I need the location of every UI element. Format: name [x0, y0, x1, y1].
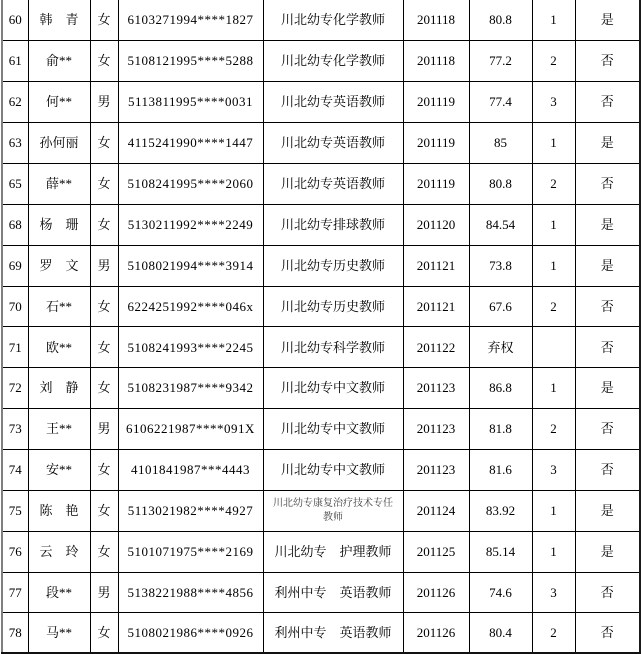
cell-id-number: 5108021994****3914	[118, 245, 263, 286]
cell-rank: 1	[532, 245, 575, 286]
cell-name: 杨 珊	[28, 204, 90, 245]
cell-rank: 2	[532, 163, 575, 204]
cell-gender: 女	[90, 327, 118, 368]
cell-id-number: 6103271994****1827	[118, 0, 263, 41]
cell-gender: 女	[90, 204, 118, 245]
cell-score: 85	[469, 123, 532, 164]
cell-position: 川北幼专中文教师	[263, 409, 403, 450]
cell-score: 80.4	[469, 613, 532, 654]
cell-gender: 男	[90, 245, 118, 286]
cell-id-number: 6224251992****046x	[118, 286, 263, 327]
cell-serial-number: 61	[2, 41, 28, 82]
cell-name: 罗 文	[28, 245, 90, 286]
cell-name: 欧**	[28, 327, 90, 368]
cell-position-code: 201123	[403, 368, 469, 409]
table-row	[2, 245, 640, 286]
cell-position-code: 201119	[403, 82, 469, 123]
cell-gender: 女	[90, 123, 118, 164]
cell-serial-number: 62	[2, 82, 28, 123]
cell-hired-flag: 否	[575, 409, 640, 450]
cell-rank: 3	[532, 82, 575, 123]
cell-id-number: 5108241995****2060	[118, 163, 263, 204]
cell-score: 80.8	[469, 0, 532, 41]
cell-position-code: 201118	[403, 41, 469, 82]
cell-id-number: 5108021986****0926	[118, 613, 263, 654]
cell-name: 何**	[28, 82, 90, 123]
cell-position: 川北幼专 护理教师	[263, 531, 403, 572]
cell-gender: 女	[90, 613, 118, 654]
table-row	[2, 204, 640, 245]
cell-hired-flag: 是	[575, 123, 640, 164]
cell-serial-number: 71	[2, 327, 28, 368]
cell-position: 川北幼专中文教师	[263, 449, 403, 490]
cell-name: 俞**	[28, 41, 90, 82]
cell-name: 安**	[28, 449, 90, 490]
cell-position-code: 201123	[403, 409, 469, 450]
cell-serial-number: 77	[2, 572, 28, 613]
cell-serial-number: 60	[2, 0, 28, 41]
cell-rank: 2	[532, 613, 575, 654]
table-row	[2, 531, 640, 572]
cell-position: 川北幼专历史教师	[263, 245, 403, 286]
cell-serial-number: 65	[2, 163, 28, 204]
cell-position: 川北幼专历史教师	[263, 286, 403, 327]
cell-name: 刘 静	[28, 368, 90, 409]
cell-hired-flag: 是	[575, 204, 640, 245]
cell-position-code: 201125	[403, 531, 469, 572]
cell-gender: 男	[90, 572, 118, 613]
cell-id-number: 5113811995****0031	[118, 82, 263, 123]
cell-hired-flag: 否	[575, 449, 640, 490]
cell-rank	[532, 327, 575, 368]
table-row	[2, 0, 640, 41]
cell-hired-flag: 否	[575, 163, 640, 204]
cell-position: 川北幼专中文教师	[263, 368, 403, 409]
cell-hired-flag: 是	[575, 531, 640, 572]
cell-rank: 1	[532, 368, 575, 409]
cell-score: 83.92	[469, 490, 532, 531]
cell-id-number: 5101071975****2169	[118, 531, 263, 572]
cell-name: 陈 艳	[28, 490, 90, 531]
table-body	[2, 0, 640, 654]
cell-position-code: 201121	[403, 245, 469, 286]
cell-position: 川北幼专英语教师	[263, 82, 403, 123]
cell-name: 石**	[28, 286, 90, 327]
cell-serial-number: 76	[2, 531, 28, 572]
table-row	[2, 82, 640, 123]
cell-score: 84.54	[469, 204, 532, 245]
cell-rank: 1	[532, 123, 575, 164]
cell-serial-number: 74	[2, 449, 28, 490]
cell-hired-flag: 是	[575, 368, 640, 409]
cell-serial-number: 68	[2, 204, 28, 245]
table-row	[2, 449, 640, 490]
cell-score: 74.6	[469, 572, 532, 613]
cell-serial-number: 73	[2, 409, 28, 450]
cell-score: 73.8	[469, 245, 532, 286]
cell-position-code: 201122	[403, 327, 469, 368]
cell-position-code: 201120	[403, 204, 469, 245]
cell-rank: 2	[532, 41, 575, 82]
cell-score: 弃权	[469, 327, 532, 368]
cell-gender: 男	[90, 82, 118, 123]
cell-position: 川北幼专康复治疗技术专任教师	[263, 490, 403, 531]
cell-id-number: 5108121995****5288	[118, 41, 263, 82]
cell-id-number: 5130211992****2249	[118, 204, 263, 245]
cell-hired-flag: 否	[575, 572, 640, 613]
table-row	[2, 163, 640, 204]
cell-name: 马**	[28, 613, 90, 654]
cell-id-number: 5113021982****4927	[118, 490, 263, 531]
table-row	[2, 490, 640, 531]
cell-position: 川北幼专科学教师	[263, 327, 403, 368]
cell-hired-flag: 否	[575, 327, 640, 368]
cell-hired-flag: 否	[575, 82, 640, 123]
cell-gender: 女	[90, 368, 118, 409]
cell-name: 云 玲	[28, 531, 90, 572]
cell-position-code: 201119	[403, 163, 469, 204]
cell-id-number: 5108241993****2245	[118, 327, 263, 368]
cell-gender: 女	[90, 163, 118, 204]
cell-rank: 1	[532, 490, 575, 531]
cell-gender: 男	[90, 409, 118, 450]
cell-id-number: 4115241990****1447	[118, 123, 263, 164]
cell-score: 81.6	[469, 449, 532, 490]
cell-position: 川北幼专排球教师	[263, 204, 403, 245]
cell-name: 孙何丽	[28, 123, 90, 164]
cell-score: 77.4	[469, 82, 532, 123]
table-row	[2, 368, 640, 409]
cell-position-code: 201121	[403, 286, 469, 327]
cell-position: 川北幼专英语教师	[263, 163, 403, 204]
cell-position: 川北幼专英语教师	[263, 123, 403, 164]
cell-position: 川北幼专化学教师	[263, 41, 403, 82]
table-row	[2, 613, 640, 654]
table-row	[2, 327, 640, 368]
cell-id-number: 5108231987****9342	[118, 368, 263, 409]
cell-rank: 3	[532, 572, 575, 613]
cell-hired-flag: 是	[575, 0, 640, 41]
cell-hired-flag: 否	[575, 41, 640, 82]
table-row	[2, 572, 640, 613]
cell-hired-flag: 是	[575, 490, 640, 531]
cell-rank: 1	[532, 0, 575, 41]
cell-gender: 女	[90, 41, 118, 82]
cell-score: 85.14	[469, 531, 532, 572]
cell-serial-number: 78	[2, 613, 28, 654]
cell-id-number: 5138221988****4856	[118, 572, 263, 613]
cell-rank: 1	[532, 204, 575, 245]
table-row	[2, 286, 640, 327]
cell-hired-flag: 是	[575, 245, 640, 286]
cell-score: 80.8	[469, 163, 532, 204]
cell-position-code: 201126	[403, 572, 469, 613]
cell-name: 王**	[28, 409, 90, 450]
cell-hired-flag: 否	[575, 613, 640, 654]
cell-position: 川北幼专化学教师	[263, 0, 403, 41]
cell-id-number: 6106221987****091X	[118, 409, 263, 450]
cell-position: 利州中专 英语教师	[263, 613, 403, 654]
cell-position-code: 201123	[403, 449, 469, 490]
cell-rank: 3	[532, 449, 575, 490]
cell-position-code: 201124	[403, 490, 469, 531]
cell-serial-number: 72	[2, 368, 28, 409]
cell-score: 77.2	[469, 41, 532, 82]
cell-position-code: 201119	[403, 123, 469, 164]
cell-gender: 女	[90, 449, 118, 490]
table-row	[2, 123, 640, 164]
cell-serial-number: 70	[2, 286, 28, 327]
cell-serial-number: 69	[2, 245, 28, 286]
cell-gender: 女	[90, 286, 118, 327]
cell-id-number: 4101841987***4443	[118, 449, 263, 490]
cell-gender: 女	[90, 531, 118, 572]
cell-rank: 2	[532, 286, 575, 327]
cell-score: 86.8	[469, 368, 532, 409]
cell-position-code: 201126	[403, 613, 469, 654]
table-row	[2, 409, 640, 450]
cell-serial-number: 75	[2, 490, 28, 531]
cell-name: 韩 青	[28, 0, 90, 41]
cell-gender: 女	[90, 0, 118, 41]
cell-name: 薛**	[28, 163, 90, 204]
cell-hired-flag: 否	[575, 286, 640, 327]
cell-position-code: 201118	[403, 0, 469, 41]
results-table	[1, 0, 641, 654]
cell-position: 利州中专 英语教师	[263, 572, 403, 613]
cell-score: 81.8	[469, 409, 532, 450]
cell-serial-number: 63	[2, 123, 28, 164]
cell-gender: 女	[90, 490, 118, 531]
cell-name: 段**	[28, 572, 90, 613]
table-row	[2, 41, 640, 82]
cell-rank: 1	[532, 531, 575, 572]
cell-rank: 2	[532, 409, 575, 450]
cell-score: 67.6	[469, 286, 532, 327]
